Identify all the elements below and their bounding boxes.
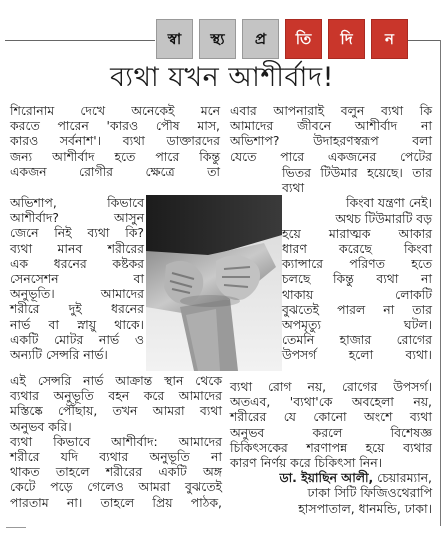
- banner-tile: দি: [328, 19, 365, 59]
- text-line: তেমনি হাজার রোগের: [282, 332, 432, 348]
- text-line: ব্যথা কিভাবে আশীর্বাদ: আমাদের: [10, 433, 222, 449]
- text-line: অনুভব করলে বিশেষজ্ঞ: [230, 424, 432, 440]
- text-line: থাকায় লোকটি: [282, 286, 432, 302]
- left-column-narrow: [10, 195, 144, 362]
- text-line: ভিতর টিউমার হয়েছে। তার ব্যথা: [282, 165, 432, 196]
- author-signature: [230, 470, 432, 485]
- left-column-bottom: [10, 373, 222, 510]
- right-column-bottom: [230, 379, 432, 516]
- text-line: করতে পারেন 'কারও পৌষ মাস,: [10, 118, 220, 134]
- text-line: আশীর্বাদ? আসুন: [10, 210, 144, 226]
- author-org-line: হাসপাতাল, ধানমন্ডি, ঢাকা।: [298, 500, 432, 516]
- text-line: অনুভব করি।: [10, 418, 72, 434]
- knee-photo-illustration: [146, 195, 282, 371]
- text-line: অতএব, 'ব্যথা'কে অবহেলা নয়,: [230, 394, 432, 410]
- text-line: ব্যথা মানব শরীরের: [10, 240, 144, 256]
- text-line: থাকত তাহলে শরীরের একটি অঙ্গ: [10, 464, 222, 480]
- text-line: সেনসেশন বা: [10, 271, 144, 287]
- header-rule-right: [404, 40, 440, 41]
- text-line: মস্তিষ্কে পৌঁছায়, তখন আমরা ব্যথা: [10, 403, 222, 419]
- banner-tile: ন: [371, 19, 408, 59]
- text-line: কারও সর্বনাশ'। ব্যথা ডাক্তারদের: [10, 133, 220, 149]
- text-line: আমাদের জীবনে আশীর্বাদ না: [230, 118, 432, 134]
- text-line: জেনে নিই ব্যথা কি?: [10, 225, 144, 241]
- text-line: অথচ টিউমারটি বড়: [335, 210, 432, 226]
- section-banner: [156, 19, 408, 59]
- right-column-narrow: [282, 165, 432, 363]
- text-line: হয়ে মারাত্মক আকার: [282, 225, 432, 241]
- text-line: যেতে পারে একজনের পেটের: [230, 148, 432, 164]
- author-org-line: ঢাকা সিটি ফিজিওথেরাপি: [307, 485, 432, 501]
- text-line: পারতাম না। তাহলে প্রিয় পাঠক,: [10, 494, 222, 510]
- text-line: এই সেন্সরি নার্ভ আক্রান্ত স্থান থেকে: [10, 373, 222, 388]
- text-line: এক ধরনের কষ্টকর: [10, 255, 144, 271]
- text-line: উপসর্গ হলো ব্যথা।: [282, 347, 432, 363]
- banner-tile: স্থ্য: [199, 19, 236, 59]
- author-role: চেয়ারম্যান,: [373, 470, 432, 486]
- banner-tile: তি: [285, 19, 322, 59]
- text-line: অভিশাপ? উদাহরণস্বরূপ বলা: [230, 133, 432, 149]
- knee-pain-photo: [146, 195, 282, 371]
- page-frame-right: [440, 40, 441, 526]
- text-line: অপমৃত্যু ঘটল।: [282, 317, 432, 333]
- text-line: শরীরের যে কোনো অংশে ব্যথা: [230, 409, 432, 425]
- text-line: কিংবা যন্ত্রণা নেই।: [345, 195, 432, 211]
- text-line: অভিশাপ, কিভাবে: [10, 195, 144, 210]
- right-column-top: [230, 103, 432, 164]
- text-line: অনুভূতি। আমাদের: [10, 286, 144, 302]
- article-headline: ব্যথা যখন আশীর্বাদ!: [110, 62, 334, 93]
- banner-tile: প্র: [242, 19, 279, 59]
- text-line: ব্যথা রোগ নয়, রোগের উপসর্গ।: [230, 379, 432, 394]
- text-line: ব্যথার অনুভূতি বহন করে আমাদের: [10, 388, 222, 404]
- text-line: ক্যান্সারে পরিণত হতে: [282, 256, 432, 272]
- text-line: কেটে পড়ে গেলেও আমরা বুঝতেই: [10, 479, 222, 495]
- text-line: চিকিৎসকের শরণাপন্ন হয়ে ব্যথার: [230, 439, 432, 455]
- left-column-top: [10, 103, 220, 179]
- header-rule-left: [5, 40, 155, 41]
- text-line: ধারণ করেছে কিংবা: [282, 241, 432, 257]
- text-line: শিরোনাম দেখে অনেকেই মনে: [10, 103, 220, 118]
- text-line: চলছে কিন্তু ব্যথা না: [282, 271, 432, 287]
- text-line: এবার আপনারাই বলুন ব্যথা কি: [230, 103, 432, 118]
- text-line: জন্য আশীর্বাদ হতে পারে কিন্তু: [10, 148, 220, 164]
- text-line: একজন রোগীর ক্ষেত্রে তা: [10, 163, 220, 179]
- author-name: ডা. ইয়াছিন আলী,: [279, 470, 374, 486]
- text-line: শরীরে দুই ধরনের: [10, 301, 144, 317]
- text-line: নার্ভ বা স্নায়ু থাকে।: [10, 316, 144, 332]
- page-corner-mark: [6, 527, 26, 528]
- text-line: অন্যটি সেন্সরি নার্ভ।: [10, 347, 108, 363]
- banner-tile: স্বা: [156, 19, 193, 59]
- text-line: শরীরে যদি ব্যথার অনুভূতি না: [10, 449, 222, 465]
- text-line: কারণ নির্ণয় করে চিকিৎসা নিন।: [230, 455, 383, 471]
- text-line: একটি মোটর নার্ভ ও: [10, 331, 144, 347]
- text-line: বুঝতেই পারল না তার: [282, 301, 432, 317]
